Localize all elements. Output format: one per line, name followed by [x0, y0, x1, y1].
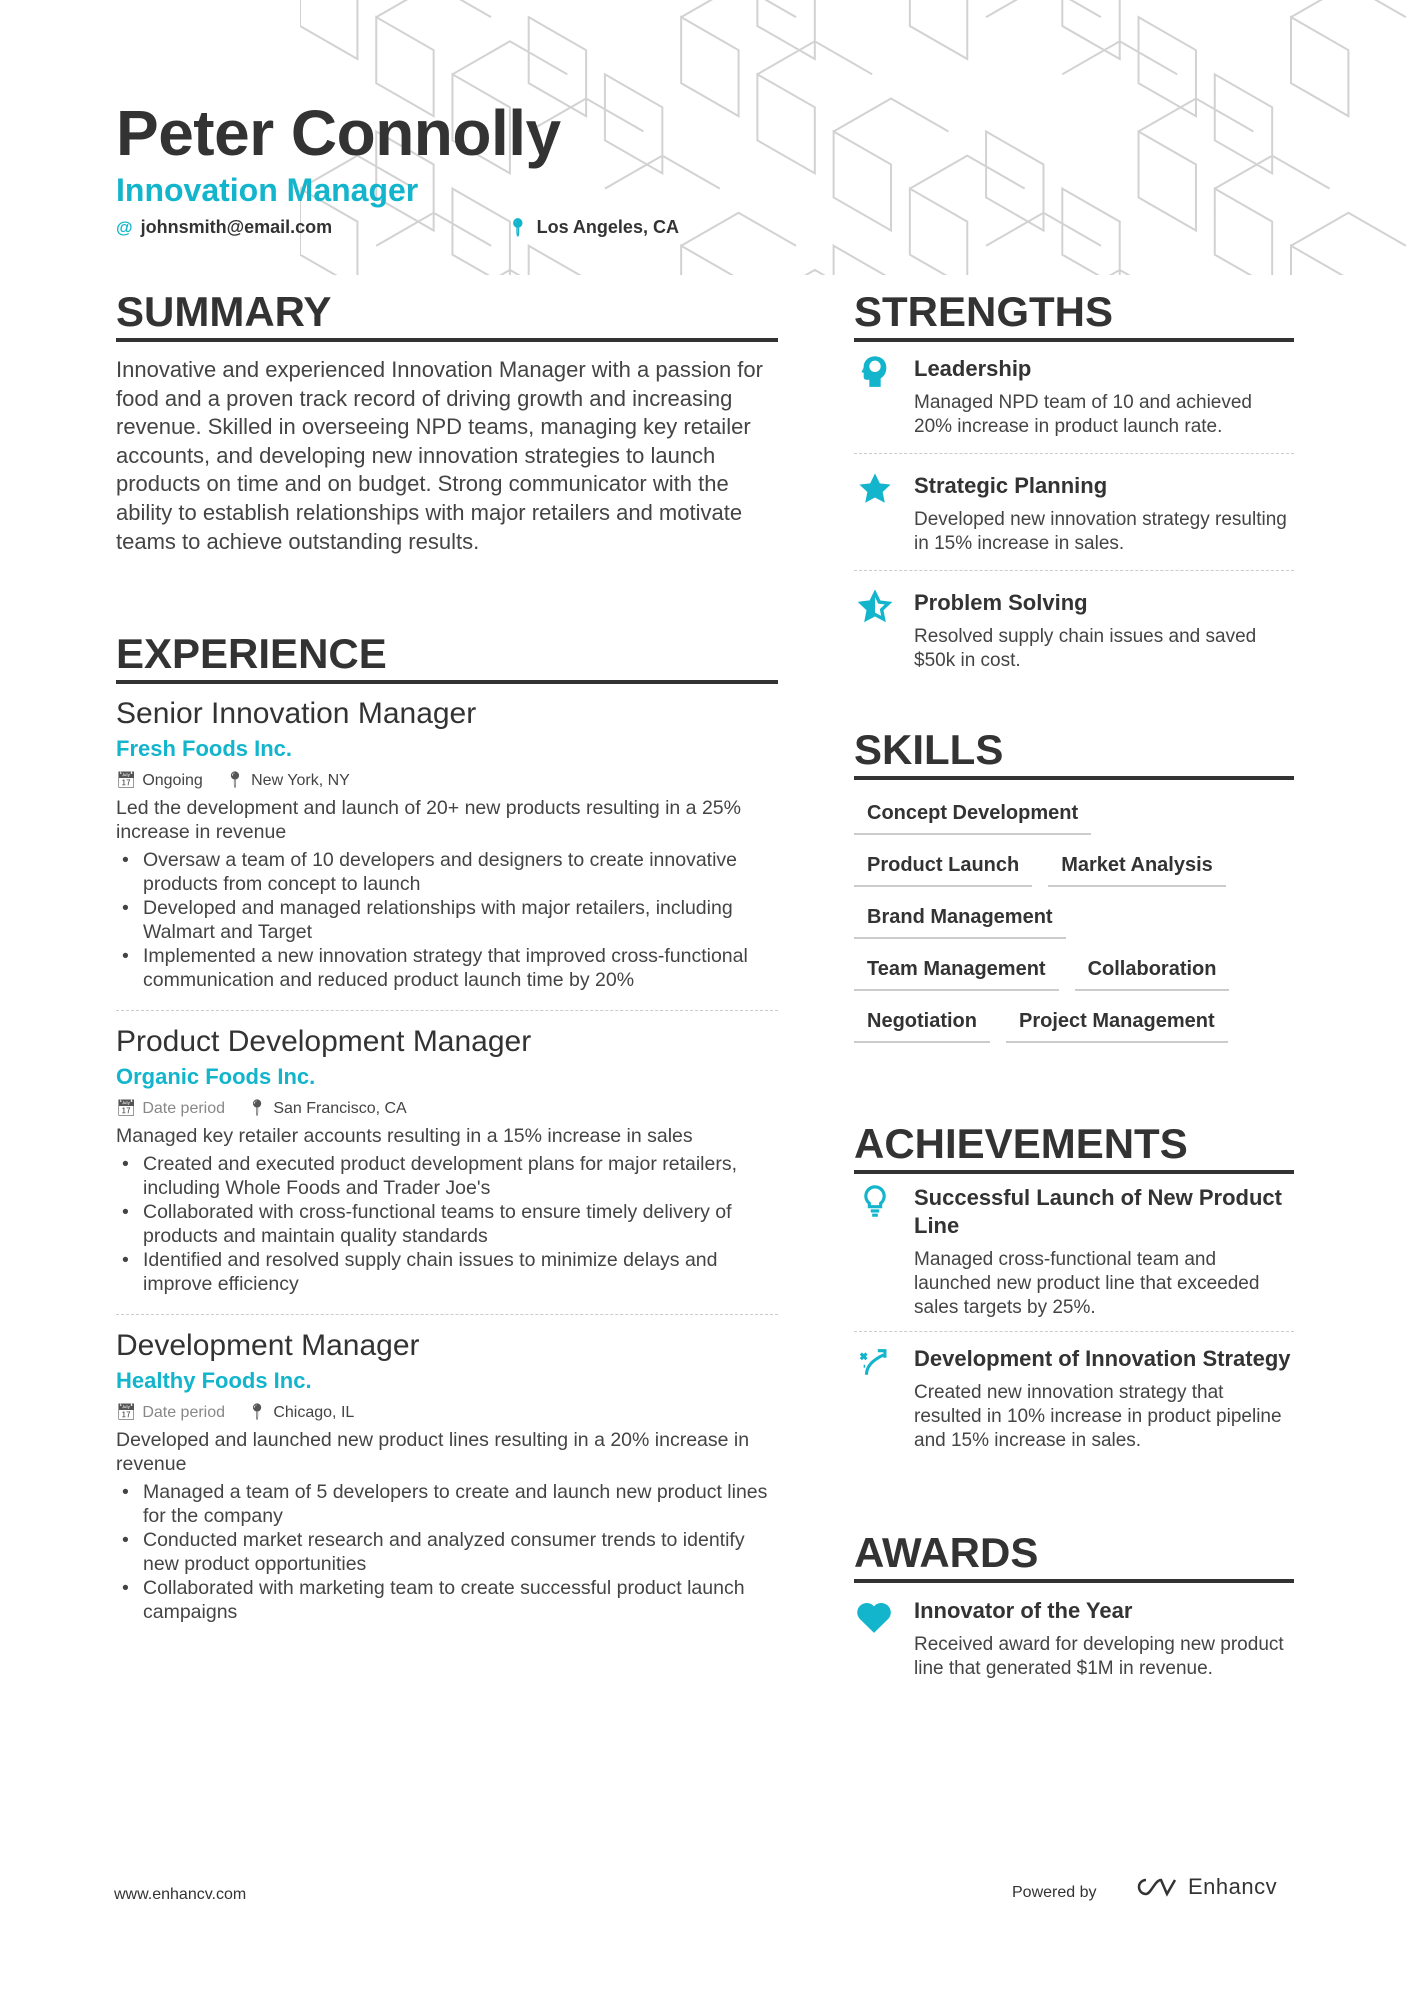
achievement-title: Successful Launch of New Product Line [914, 1185, 1282, 1238]
job-description: Developed and launched new product lines resulting in a 20% increase in revenue [116, 1429, 750, 1475]
summary-text: Innovative and experienced Innovation Manager with a passion for food and a proven track record of driving growth and increasing revenue. Skilled in overseeing NPD teams, managing key retailer accounts, and developing new innovation strategies to launch products on time and on budget. Strong communicator with the ability to establish relationships with major retailers and motivate teams to achieve outstanding results. [116, 357, 763, 554]
job-location [247, 1098, 407, 1118]
job-bullet: • Collaborated with marketing team to create successful product launch campaigns [116, 1576, 778, 1624]
divider [854, 1331, 1294, 1332]
divider [854, 570, 1294, 571]
job-date [116, 1098, 225, 1118]
job-bullets [116, 848, 778, 992]
strengths-section [854, 288, 1294, 342]
award-desc: Received award for developing new product line that generated $1M in revenue. [914, 1634, 1284, 1679]
skill-tag: Collaboration [1075, 952, 1230, 991]
enhancv-logo[interactable] [1132, 1874, 1277, 1900]
skills-heading: SKILLS [854, 726, 1294, 780]
enhancv-brand: Enhancv [1188, 1874, 1278, 1899]
job-date-text: Date period [142, 1100, 226, 1117]
job-title: Development Manager [116, 1329, 420, 1362]
summary-heading: SUMMARY [116, 288, 778, 342]
strengths-heading: STRENGTHS [854, 288, 1294, 342]
candidate-name: Peter Connolly [116, 97, 561, 169]
job-location-text: New York, NY [251, 772, 350, 789]
award-title: Innovator of the Year [914, 1598, 1133, 1623]
skill-tag: Team Management [854, 952, 1059, 991]
job-date-text: Date period [142, 1404, 226, 1421]
award-item [854, 1597, 1294, 1681]
skills-row [854, 1004, 1294, 1043]
experience-section [116, 630, 778, 684]
awards-heading: AWARDS [854, 1529, 1294, 1583]
job-bullet: • Managed a team of 5 developers to create and launch new product lines for the company [116, 1480, 778, 1528]
job-bullet: • Oversaw a team of 10 developers and designers to create innovative products from concept to launch [116, 848, 778, 896]
job-date [116, 770, 203, 790]
job-location [225, 770, 350, 790]
skill-tag: Product Launch [854, 848, 1032, 887]
strength-desc: Resolved supply chain issues and saved $50k in cost. [914, 626, 1257, 671]
skills-row [854, 796, 1294, 835]
company-name: Fresh Foods Inc. [116, 736, 293, 761]
summary-section [116, 288, 778, 556]
achievement-item [854, 1184, 1294, 1320]
job-title: Senior Innovation Manager [116, 697, 477, 730]
achievements-section [854, 1120, 1294, 1174]
strength-item [854, 355, 1294, 439]
job-bullets [116, 1480, 778, 1624]
location-pin-icon: 📍︎ [247, 1100, 268, 1117]
job-meta [116, 770, 778, 790]
strength-title: Strategic Planning [914, 473, 1108, 498]
strength-title: Leadership [914, 356, 1032, 381]
achievement-desc: Created new innovation strategy that resulted in 10% increase in product pipeline and 15% increase in sales. [914, 1382, 1282, 1451]
job-bullet: • Collaborated with cross-functional teams to ensure timely delivery of products and maintain quality standards [116, 1200, 778, 1248]
strength-item [854, 472, 1294, 556]
skills-section [854, 726, 1294, 1043]
divider [116, 1314, 778, 1315]
head-icon [858, 355, 892, 389]
calendar-icon: 📅︎ [116, 1100, 137, 1117]
job-description: Led the development and launch of 20+ new products resulting in a 25% increase in revenue [116, 797, 741, 843]
job-bullet: • Conducted market research and analyzed consumer trends to identify new product opportunities [116, 1528, 778, 1576]
email-text: johnsmith@email.com [140, 217, 333, 237]
heart-icon [854, 1597, 894, 1637]
enhancv-logo-icon [1132, 1874, 1178, 1900]
job-meta [116, 1402, 778, 1422]
skills-row [854, 900, 1294, 939]
calendar-icon: 📅︎ [116, 1404, 137, 1421]
job-location-text: San Francisco, CA [273, 1100, 407, 1117]
half-star-icon [858, 589, 892, 623]
job-date [116, 1402, 225, 1422]
job-description: Managed key retailer accounts resulting in a 15% increase in sales [116, 1125, 693, 1147]
skill-tag: Market Analysis [1048, 848, 1226, 887]
strategy-icon [858, 1345, 892, 1379]
job-entry [116, 1328, 778, 1624]
skills-row [854, 952, 1294, 991]
achievement-desc: Managed cross-functional team and launched new product line that exceeded sales targets by 25%. [914, 1249, 1260, 1318]
company-name: Organic Foods Inc. [116, 1064, 316, 1089]
strength-desc: Managed NPD team of 10 and achieved 20% increase in product launch rate. [914, 392, 1252, 437]
powered-by-label: Powered by [1012, 1884, 1097, 1901]
strength-item [854, 589, 1294, 673]
skill-tag: Brand Management [854, 900, 1066, 939]
job-entry [116, 1024, 778, 1296]
location-text: Los Angeles, CA [536, 217, 679, 237]
job-bullet: • Implemented a new innovation strategy that improved cross-functional communication and reduced product launch time by 20% [116, 944, 778, 992]
experience-heading: EXPERIENCE [116, 630, 778, 684]
job-location-text: Chicago, IL [273, 1404, 355, 1421]
divider [854, 453, 1294, 454]
achievements-heading: ACHIEVEMENTS [854, 1120, 1294, 1174]
job-bullet: • Created and executed product development plans for major retailers, including Whole Foods and Trader Joe's [116, 1152, 778, 1200]
lightbulb-icon [858, 1184, 892, 1218]
job-bullets [116, 1152, 778, 1296]
location-pin-icon: 📍︎ [224, 772, 246, 789]
job-date-text: Ongoing [142, 772, 203, 789]
skill-tag: Project Management [1006, 1004, 1228, 1043]
location-pin-icon: 📍︎ [507, 217, 529, 237]
achievement-item [854, 1345, 1294, 1453]
job-meta [116, 1098, 778, 1118]
skill-tag: Concept Development [854, 796, 1091, 835]
awards-section [854, 1529, 1294, 1583]
achievement-title: Development of Innovation Strategy [914, 1346, 1291, 1371]
at-icon: @ [116, 217, 133, 237]
candidate-title: Innovation Manager [116, 172, 419, 208]
divider [116, 1010, 778, 1011]
job-entry [116, 696, 778, 992]
email-contact[interactable] [116, 217, 332, 238]
location-pin-icon: 📍︎ [247, 1404, 268, 1421]
website-link[interactable]: www.enhancv.com [114, 1886, 247, 1903]
job-location [247, 1402, 354, 1422]
location-contact [507, 217, 679, 238]
job-bullet: • Identified and resolved supply chain issues to minimize delays and improve efficiency [116, 1248, 778, 1296]
job-bullet: • Developed and managed relationships with major retailers, including Walmart and Target [116, 896, 778, 944]
calendar-icon: 📅︎ [116, 772, 137, 789]
skill-tag: Negotiation [854, 1004, 990, 1043]
company-name: Healthy Foods Inc. [116, 1368, 312, 1393]
strength-title: Problem Solving [914, 590, 1088, 615]
job-title: Product Development Manager [116, 1025, 532, 1058]
strength-desc: Developed new innovation strategy resulting in 15% increase in sales. [914, 509, 1287, 554]
star-icon [858, 472, 892, 506]
skills-row [854, 848, 1294, 887]
